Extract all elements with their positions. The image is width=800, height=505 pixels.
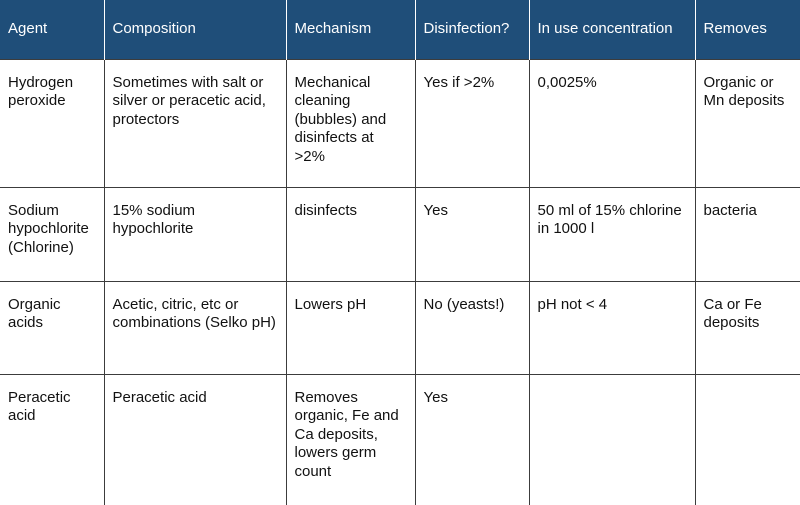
cell-in-use-concentration: pH not < 4 <box>529 281 695 374</box>
cell-composition: Acetic, citric, etc or combinations (Selko pH) <box>104 281 286 374</box>
header-in-use-concentration: In use concentration <box>529 0 695 59</box>
cell-composition: 15% sodium hypochlorite <box>104 187 286 281</box>
cell-in-use-concentration <box>529 374 695 505</box>
cell-disinfection: Yes if >2% <box>415 59 529 187</box>
table-row <box>0 374 800 505</box>
cell-removes: bacteria <box>695 187 800 281</box>
cell-agent: Sodium hypochlorite (Chlorine) <box>0 187 104 281</box>
cell-composition: Sometimes with salt or silver or peracetic acid, protectors <box>104 59 286 187</box>
table-header <box>0 0 800 59</box>
cell-mechanism: Removes organic, Fe and Ca deposits, lowers germ count <box>286 374 415 505</box>
table-row <box>0 281 800 374</box>
table-body <box>0 59 800 505</box>
header-composition: Composition <box>104 0 286 59</box>
cell-agent: Hydrogen peroxide <box>0 59 104 187</box>
cell-disinfection: No (yeasts!) <box>415 281 529 374</box>
cell-removes <box>695 374 800 505</box>
table-row <box>0 59 800 187</box>
header-disinfection: Disinfection? <box>415 0 529 59</box>
cell-agent: Peracetic acid <box>0 374 104 505</box>
cell-removes: Ca or Fe deposits <box>695 281 800 374</box>
cell-in-use-concentration: 50 ml of 15% chlorine in 1000 l <box>529 187 695 281</box>
header-agent: Agent <box>0 0 104 59</box>
cell-removes: Organic or Mn deposits <box>695 59 800 187</box>
cell-mechanism: Lowers pH <box>286 281 415 374</box>
table-row <box>0 187 800 281</box>
cell-disinfection: Yes <box>415 187 529 281</box>
header-removes: Removes <box>695 0 800 59</box>
header-row <box>0 0 800 59</box>
cell-composition: Peracetic acid <box>104 374 286 505</box>
cell-disinfection: Yes <box>415 374 529 505</box>
header-mechanism: Mechanism <box>286 0 415 59</box>
cell-in-use-concentration: 0,0025% <box>529 59 695 187</box>
cell-mechanism: Mechanical cleaning (bubbles) and disinfects at >2% <box>286 59 415 187</box>
cell-mechanism: disinfects <box>286 187 415 281</box>
cell-agent: Organic acids <box>0 281 104 374</box>
